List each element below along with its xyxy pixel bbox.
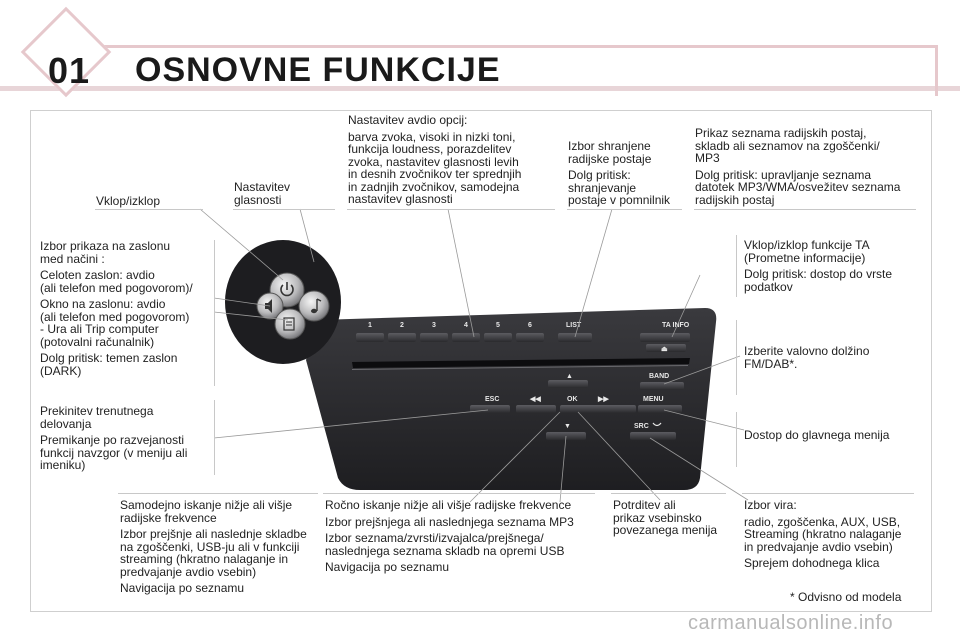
band-button — [640, 382, 684, 390]
src-button — [630, 432, 676, 440]
label-stored-station: Izbor shranjene radijske postaje Dolg pritisk: shranjevanje postaje v pomnilnik — [568, 139, 671, 207]
rule-audio — [347, 209, 555, 210]
list-button — [558, 333, 592, 342]
esc-button — [470, 405, 510, 413]
label-volume: Nastavitev glasnosti — [234, 180, 291, 207]
label-manual: Ročno iskanje nižje ali višje radijske frekvence Izbor prejšnjega ali naslednjega seznama MP3 Izbor seznama/zvrsti/izvajalca/prejšnega/ naslednjega seznama skladb na opremi USB Navigacija po seznamu — [325, 498, 574, 574]
preset-label-1: 1 — [368, 322, 372, 329]
preset-button-6 — [516, 333, 544, 342]
label-ta: Vklop/izklop funkcije TA (Prometne informacije) Dolg pritisk: dostop do vrste podatkov — [744, 238, 893, 294]
rule-source — [742, 493, 914, 494]
label-menu: Dostop do glavnega menija — [744, 428, 890, 442]
list-label: LIST — [566, 322, 582, 329]
up-arrow-icon: ▲ — [566, 373, 573, 380]
vrule-display — [214, 240, 215, 386]
eject-icon: ⏏ — [661, 346, 668, 353]
preset-button-4 — [452, 333, 480, 342]
rewind-button — [516, 405, 556, 413]
ta-info-button — [640, 333, 690, 342]
ta-info-label: TA INFO — [662, 322, 690, 329]
fast-forward-icon: ▶▶ — [598, 396, 609, 403]
footnote: * Odvisno od modela — [790, 590, 902, 604]
down-arrow-icon: ▼ — [564, 423, 571, 430]
rule-seek — [118, 493, 318, 494]
fast-forward-button — [596, 405, 636, 413]
rule-volume — [233, 209, 335, 210]
preset-button-3 — [420, 333, 448, 342]
rule-power — [95, 209, 203, 210]
rewind-icon: ◀◀ — [530, 396, 541, 403]
label-ok: Potrditev ali prikaz vsebinsko povezanega menija — [613, 498, 718, 537]
label-band: Izberite valovno dolžino FM/DAB*. — [744, 344, 870, 371]
label-seek: Samodejno iskanje nižje ali višje radijske frekvence Izbor prejšnje ali naslednje skladbe na zgoščenki, USB-ju ali v funkciji streaming (hkratno nalaganje in predvajanje avdio vsebin) Navigacija po seznamu — [120, 498, 307, 595]
display-knob — [275, 309, 305, 339]
vrule-menu — [736, 412, 737, 467]
menu-label: MENU — [643, 396, 664, 403]
rule-stored — [567, 209, 682, 210]
rule-manual — [323, 493, 595, 494]
label-display-mode: Izbor prikaza na zaslonu med načini : Celoten zaslon: avdio (ali telefon med pogovorom)/ Okno na zaslonu: avdio (ali telefon med pogovorom) - Ura ali Trip computer (potovalni računalnik) Dolg pritisk: temen zaslon (DARK) — [40, 239, 193, 378]
src-label: SRC — [634, 423, 649, 430]
chapter-number: 01 — [48, 50, 91, 91]
label-list: Prikaz seznama radijskih postaj, skladb ali seznamov na zgoščenki/ MP3 Dolg pritisk: upravljanje seznama datotek MP3/WMA/osvežitev seznama radijskih postaj — [695, 126, 901, 207]
page-title: OSNOVNE FUNKCIJE — [135, 51, 501, 89]
label-power: Vklop/izklop — [96, 194, 161, 208]
up-button — [548, 380, 588, 388]
preset-button-5 — [484, 333, 512, 342]
rule-ok — [611, 493, 726, 494]
label-audio-settings: Nastavitev avdio opcij: barva zvoka, visoki in nizki toni, funkcija loudness, porazdelitev zvoka, nastavitev glasnosti levih in desnih zvočnikov ter sprednjih in zadnjih zvočnikov, samodejna nastavitev glasnosti — [348, 113, 522, 206]
ok-label: OK — [567, 396, 578, 403]
menu-button — [638, 405, 682, 413]
vrule-ta — [736, 235, 737, 297]
rule-list — [694, 209, 916, 210]
watermark: carmanualsonline.info — [688, 612, 894, 634]
preset-button-2 — [388, 333, 416, 342]
preset-label-6: 6 — [528, 322, 532, 329]
label-esc: Prekinitev trenutnega delovanja Premikanje po razvejanosti funkcij navzgor (v meniju ali imeniku) — [40, 404, 188, 472]
label-source: Izbor vira: radio, zgoščenka, AUX, USB, Streaming (hkratno nalaganje in predvajanje avdio vsebin) Sprejem dohodnega klica — [744, 498, 902, 570]
preset-label-4: 4 — [464, 322, 468, 329]
band-label: BAND — [649, 373, 670, 380]
preset-label-2: 2 — [400, 322, 404, 329]
vrule-band — [736, 320, 737, 395]
ok-button — [560, 405, 600, 413]
vrule-esc — [214, 400, 215, 475]
preset-button-1 — [356, 333, 384, 342]
esc-label: ESC — [485, 396, 500, 403]
preset-label-5: 5 — [496, 322, 500, 329]
preset-label-3: 3 — [432, 322, 436, 329]
